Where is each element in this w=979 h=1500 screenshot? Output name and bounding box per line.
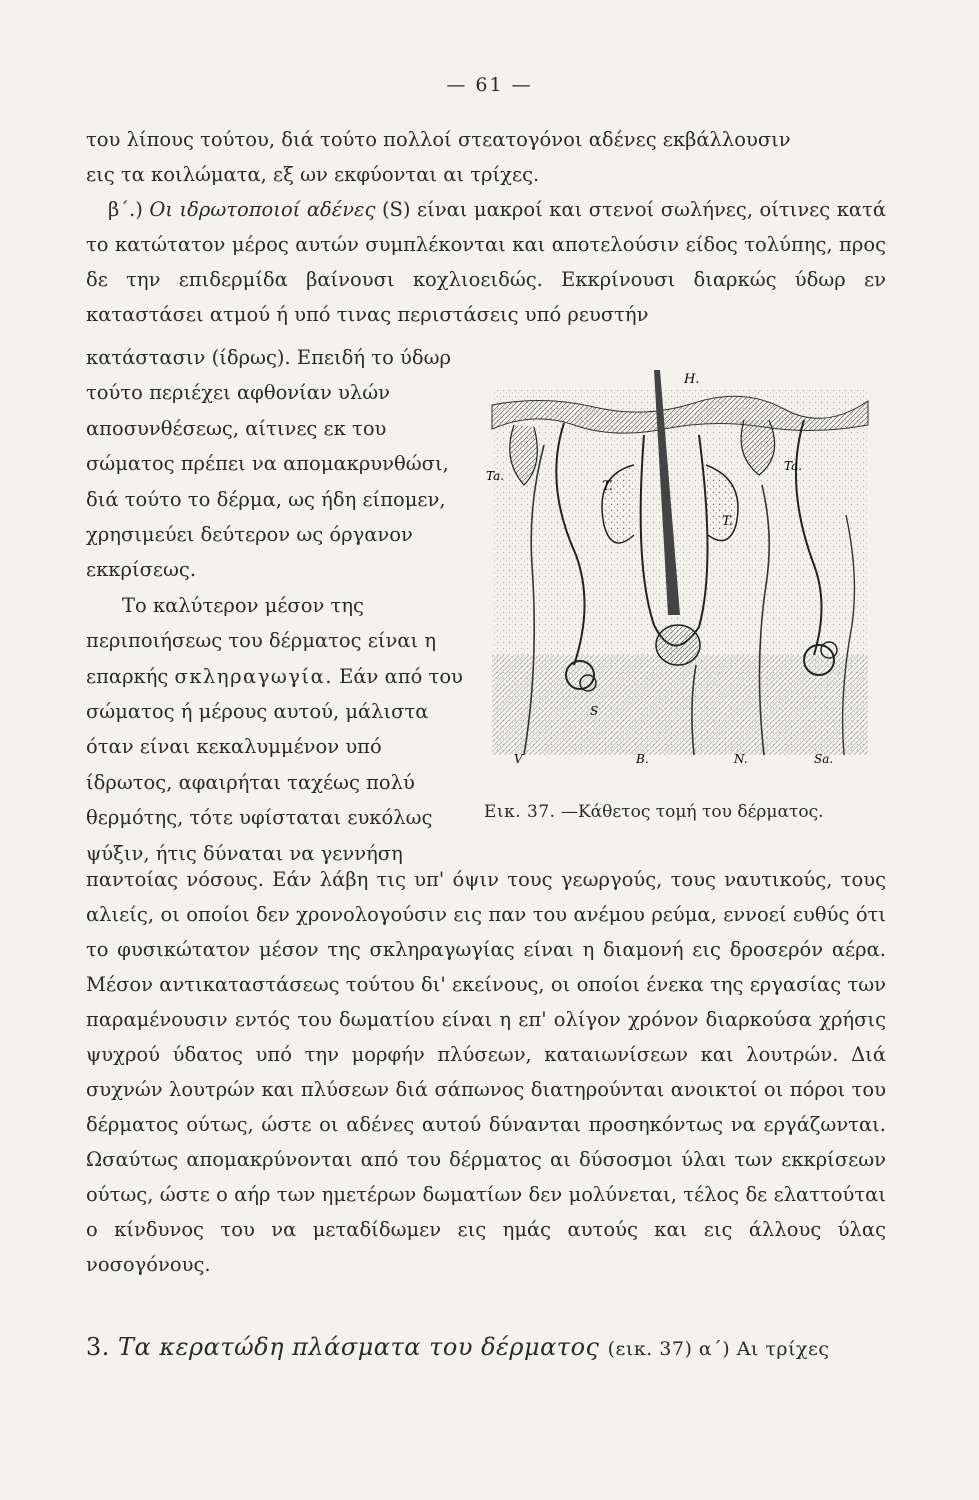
term-sweat-glands: Οι ιδρωτοποιοί αδένες	[149, 198, 376, 221]
list-marker: β΄.)	[108, 198, 143, 221]
figure-caption-label: Εικ. 37.	[484, 802, 556, 822]
section-number: 3.	[86, 1333, 110, 1361]
figure-caption	[484, 800, 884, 824]
figure-label-t2: T.	[722, 514, 733, 529]
paragraph-hardening-continued: παντοίας νόσους. Εάν λάβη τις υπ' όψιν τους γεωργούς, τους ναυτικούς, τους αλιείς, οι οποίοι δεν χρονολογούσιν εις παν του ανέμου ρεύμα, εννοεί ευθύς ότι το φυσικώτατον μέσον της σκληραγωγίας είναι η διαμονή εις δροσερόν αέρα. Μέσον αντικαταστάσεως τούτου δι' εκείνους, οι οποίοι ένεκα της εργασίας των παραμένουσιν εντός του δωματίου είναι η επ' ολίγον χρόνον διαρκούσα χρήσις ψυχρού ύδατος υπό την μορφήν πλύσεων, καταιωνίσεων και λουτρών. Διά συχνών λουτρών και πλύσεων διά σάπωνος διατηρούνται ανοικτοί οι πόροι του δέρματος ούτως, ώστε οι αδένες αυτού δύνανται προσηκόντως να εργάζωνται. Ωσαύτως απομακρύνονται από του δέρματος αι δύσοσμοι ύλαι των εκκρίσεων ούτως, ώστε ο αήρ των ημετέρων δωματίων δεν μολύνεται, τέλος δε ελαττούται ο κίνδυνος του να μεταδίδωμεν εις ημάς αυτούς και εις άλλους ύλας νοσογόνους.	[86, 868, 886, 1276]
figure-label-t1: T.	[602, 479, 613, 494]
section-title: Τα κερατώδη πλάσματα του δέρματος	[118, 1333, 600, 1361]
section-tail: (εικ. 37) α΄) Αι τρίχες	[607, 1338, 830, 1360]
paragraph-sweat-glands	[86, 192, 886, 332]
page-number: — 61 —	[446, 74, 533, 96]
section-heading	[86, 1330, 886, 1367]
paragraph-text: Εάν από του σώματος ή μέρους αυτού, μάλιστα όταν είναι κεκαλυμμένον υπό ίδρωτος, αφαιρήται ταχέως πολύ θερμότης, τότε υφίσταται ευκόλως ψύξιν, ήτις δύναται να γεννήση	[86, 664, 463, 865]
skin-section-illustration	[484, 365, 876, 775]
paragraph-line: εις τα κοιλώματα, εξ ων εκφύονται αι τρίχες.	[86, 163, 540, 186]
paragraph-intro	[86, 122, 886, 332]
figure-label-v: V	[514, 752, 523, 766]
narrow-column	[86, 340, 470, 871]
figure-label-b: B.	[636, 752, 649, 766]
figure-label-ta-left: Ta.	[486, 469, 505, 483]
paragraph-excretion: κατάστασιν (ίδρως). Επειδή το ύδωρ τούτο περιέχει αφθονίαν υλών αποσυνθέσεως, αίτινες εκ του σώματος πρέπει να απομακρυνθώσι, διά τούτο το δέρμα, ως ήδη είπομεν, χρησιμεύει δεύτερον ως όργανον εκκρίσεως.	[86, 346, 451, 582]
figure-caption-text: —Κάθετος τομή του δέρματος.	[560, 802, 824, 822]
figure-label-s: S	[590, 704, 599, 718]
paragraph-text: Το καλύτερον μέσον της περιποιήσεως του δέρματος είναι η επαρκής	[86, 593, 437, 688]
skin-section-figure	[484, 365, 876, 775]
figure-label-ta-right: Ta.	[784, 459, 803, 473]
spaced-term: σκληραγωγία.	[174, 664, 333, 688]
figure-label-sa: Sa.	[814, 752, 834, 766]
paragraph-line: του λίπους τούτου, διά τούτο πολλοί στεατογόνοι αδένες εκβάλλουσιν	[86, 128, 791, 151]
figure-label-h: H.	[684, 372, 700, 387]
paragraph-text: (S) είναι μακροί και στενοί σωλήνες, οίτινες κατά το κατώτατον μέρος αυτών συμπλέκονται και αποτελούσιν είδος τολύπης, προς δε την επιδερμίδα βαίνουσι κοχλιοειδώς. Εκκρίνουσι διαρκώς ύδωρ εν καταστάσει ατμού ή υπό τινας περιστάσεις υπό ρευστήν	[86, 198, 887, 326]
paragraph-hardening	[86, 588, 470, 871]
figure-label-n: N.	[734, 752, 748, 766]
